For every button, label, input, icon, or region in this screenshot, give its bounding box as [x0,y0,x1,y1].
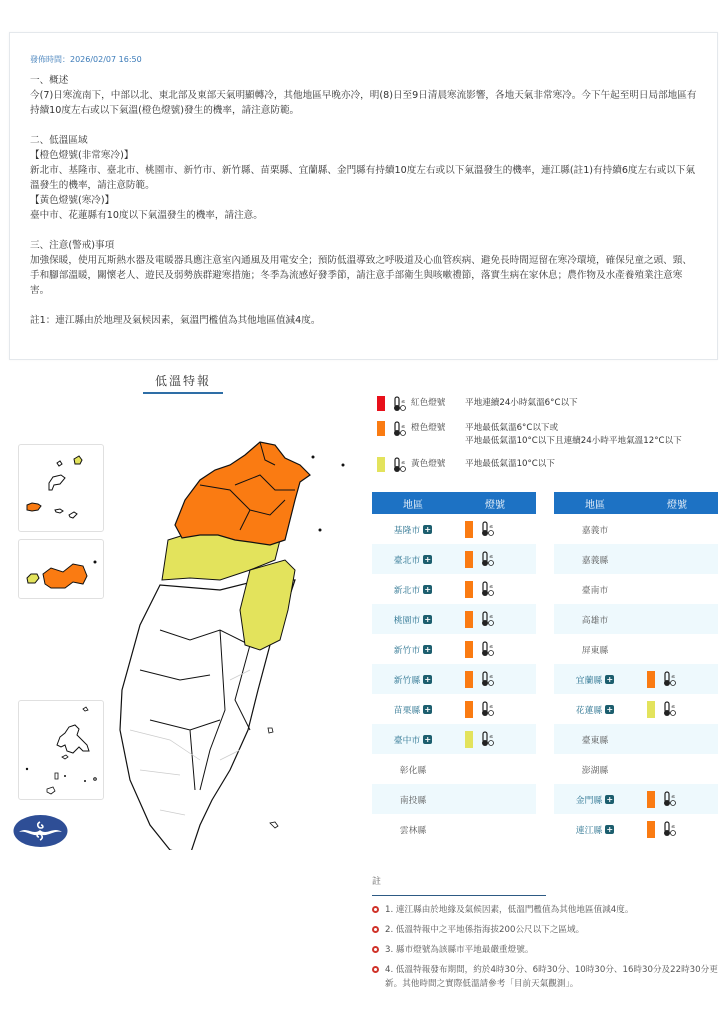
map-title: 低溫特報 [143,372,223,394]
table-row [554,694,718,724]
note-item [372,923,722,937]
table-row [372,544,536,574]
expand-plus-icon[interactable]: + [606,824,614,834]
svg-text:≤: ≤ [489,704,494,710]
header-signal: 燈號 [485,499,505,511]
signal-orange-bar [465,701,473,718]
thermometer-icon [479,521,495,537]
table-row [554,664,718,694]
thermometer-icon [391,457,407,473]
thermometer-icon [479,671,495,687]
table-row [372,724,536,754]
table-row [372,754,536,784]
svg-text:≤: ≤ [401,399,406,405]
svg-text:≤: ≤ [671,674,676,680]
header-region: 地區 [403,499,423,511]
signal-orange-bar [465,581,473,598]
expand-plus-icon[interactable]: + [424,554,432,564]
signal-orange-bar [465,671,473,688]
region-name[interactable]: 連江縣 [575,825,603,836]
svg-text:≤: ≤ [671,794,676,800]
table-row [554,784,718,814]
expand-plus-icon[interactable]: + [424,674,432,684]
region-name[interactable]: 花蓮縣 [575,705,603,716]
table-row [372,694,536,724]
region-name: 彰化縣 [399,765,427,776]
signal-yellow-bar [647,701,655,718]
region-name[interactable]: 金門縣 [575,795,603,806]
inset-matsu[interactable] [18,444,104,532]
svg-text:≤: ≤ [489,584,494,590]
thermometer-icon [391,421,407,437]
note-text: 2. 低溫特報中之平地係指海拔200公尺以下之區域。 [385,925,585,935]
expand-plus-icon[interactable]: + [424,644,432,654]
table-row [372,784,536,814]
note-text: 3. 縣市燈號為該縣市平地最嚴重燈號。 [385,945,534,955]
signal-orange-bar [465,641,473,658]
table-row [372,574,536,604]
yellow-swatch [377,457,385,472]
region-name: 高雄市 [581,615,609,626]
signal-orange-bar [647,821,655,838]
table-row [554,604,718,634]
legend-yellow [377,457,722,473]
section1-body: 今(7)日寒流南下，中部以北、東北部及東部天氣明顯轉冷，其他地區早晚亦冷，明(8)日至9日清晨寒流影響，各地天氣非常寒冷。今下午起至明日局部地區有持續10度左右或以下氣溫(橙色燈號)發生的機率，請注意防範。 [30,90,697,116]
region-name[interactable]: 新竹市 [393,645,421,656]
table-row [372,634,536,664]
note-item [372,903,722,917]
signal-orange-bar [647,671,655,688]
region-name: 臺東縣 [581,735,609,746]
yellow-title: 【黃色燈號(寒冷)】 [30,195,115,206]
table-row [554,544,718,574]
section3-title: 三、注意(警戒)事項 [30,240,115,251]
header-signal: 燈號 [667,499,687,511]
thermometer-icon [479,551,495,567]
signal-orange-bar [465,521,473,538]
footnote: 註1：連江縣由於地理及氣候因素，氣溫門檻值為其他地區值減4度。 [30,315,321,326]
expand-plus-icon[interactable]: + [424,524,432,534]
expand-plus-icon[interactable]: + [424,734,432,744]
svg-text:≤: ≤ [489,524,494,530]
svg-text:≤: ≤ [489,554,494,560]
region-name: 屏東縣 [581,645,609,656]
legend-yellow-name: 黃色燈號 [411,459,446,469]
expand-plus-icon[interactable]: + [424,704,432,714]
legend-yellow-desc: 平地最低氣溫10°C以下 [465,459,555,469]
expand-plus-icon[interactable]: + [606,674,614,684]
notes-title: 註 [372,874,546,896]
svg-text:≤: ≤ [401,424,406,430]
table-row [372,664,536,694]
expand-plus-icon[interactable]: + [606,704,614,714]
expand-plus-icon[interactable]: + [424,584,432,594]
orange-title: 【橙色燈號(非常寒冷)】 [30,150,134,161]
summary-panel [9,32,718,360]
signal-orange-bar [647,791,655,808]
region-name[interactable]: 臺北市 [393,555,421,566]
inset-penghu[interactable] [18,700,104,800]
note-text: 4. 低溫特報發布期間，約於4時30分、6時30分、10時30分、16時30分及22時30分更新。其他時間之實際低溫請參考「目前天氣觀測」。 [385,965,718,989]
notes-section [372,874,722,997]
bullet-icon [372,906,379,913]
region-name[interactable]: 苗栗縣 [393,705,421,716]
signal-legend [377,396,722,482]
region-table-left [372,492,536,844]
table-row [554,514,718,544]
section2-title: 二、低溫區域 [30,135,88,146]
region-name[interactable]: 新竹縣 [393,675,421,686]
region-name: 嘉義市 [581,525,609,536]
svg-text:≤: ≤ [401,460,406,466]
red-swatch [377,396,385,411]
inset-kinmen[interactable] [18,539,104,599]
table-header [554,492,718,514]
table-row [554,724,718,754]
region-name[interactable]: 基隆市 [393,525,421,536]
orange-body: 新北市、基隆市、臺北市、桃園市、新竹市、新竹縣、苗栗縣、宜蘭縣、金門縣有持續10度左右或以下氣溫發生的機率，連江縣(註1)有持續6度左右或以下氣溫發生的機率，請注意防範。 [30,165,696,191]
legend-red [377,396,722,412]
region-name: 臺南市 [581,585,609,596]
table-row [554,634,718,664]
cwa-logo [13,814,68,848]
legend-orange-name: 橙色燈號 [411,423,446,433]
note-item [372,943,722,957]
header-region: 地區 [585,499,605,511]
thermometer-icon [661,791,677,807]
table-row [372,814,536,844]
region-name: 雲林縣 [399,825,427,836]
yellow-body: 臺中市、花蓮縣有10度以下氣溫發生的機率，請注意。 [30,210,263,221]
legend-red-desc: 平地連續24小時氣溫6°C以下 [465,398,578,408]
expand-plus-icon[interactable]: + [424,614,432,624]
note-text: 1. 連江縣由於地緣及氣候因素，低溫門檻值為其他地區值減4度。 [385,905,634,915]
thermometer-icon [661,671,677,687]
bullet-icon [372,966,379,973]
signal-orange-bar [465,611,473,628]
issue-time: 發佈時間：2026/02/07 16:50 [30,55,142,64]
region-name: 嘉義縣 [581,555,609,566]
section1-title: 一、概述 [30,75,69,86]
thermometer-icon [479,731,495,747]
region-name: 南投縣 [399,795,427,806]
region-name[interactable]: 臺中市 [393,735,421,746]
signal-orange-bar [465,551,473,568]
thermometer-icon [479,701,495,717]
region-table-right [554,492,718,844]
table-row [372,604,536,634]
orange-swatch [377,421,385,436]
table-row [372,514,536,544]
region-name[interactable]: 宜蘭縣 [575,675,603,686]
table-row [554,754,718,784]
legend-orange-desc-2: 平地最低氣溫10°C以下且連續24小時平地氣溫12°C以下 [465,436,682,446]
thermometer-icon [479,641,495,657]
legend-red-name: 紅色燈號 [411,398,446,408]
bullet-icon [372,946,379,953]
region-name[interactable]: 桃園市 [393,615,421,626]
svg-text:≤: ≤ [489,644,494,650]
table-row [554,814,718,844]
legend-orange-desc-1: 平地最低氣溫6°C以下或 [465,423,559,433]
taiwan-map[interactable] [100,430,360,850]
region-name[interactable]: 新北市 [393,585,421,596]
svg-text:≤: ≤ [671,704,676,710]
thermometer-icon [391,396,407,412]
thermometer-icon [479,611,495,627]
thermometer-icon [661,821,677,837]
signal-yellow-bar [465,731,473,748]
note-item [372,963,722,991]
region-name: 澎湖縣 [581,765,609,776]
expand-plus-icon[interactable]: + [606,794,614,804]
svg-text:≤: ≤ [489,674,494,680]
thermometer-icon [479,581,495,597]
svg-text:≤: ≤ [671,824,676,830]
bullet-icon [372,926,379,933]
svg-text:≤: ≤ [489,734,494,740]
section3-body: 加強保暖，使用瓦斯熱水器及電暖器具應注意室內通風及用電安全；預防低溫導致之呼吸道及心血管疾病、避免長時間逗留在寒冷環境，確保兒童之頭、頸、手和腳部溫暖，關懷老人、遊民及弱勢族群避寒措施；冬季為流感好發季節，請注意手部衛生與咳嗽禮節，落實生病在家休息；農作物及水產養殖業注意寒害。 [30,255,692,296]
thermometer-icon [661,701,677,717]
table-header [372,492,536,514]
table-row [554,574,718,604]
legend-orange [377,421,722,448]
svg-text:≤: ≤ [489,614,494,620]
